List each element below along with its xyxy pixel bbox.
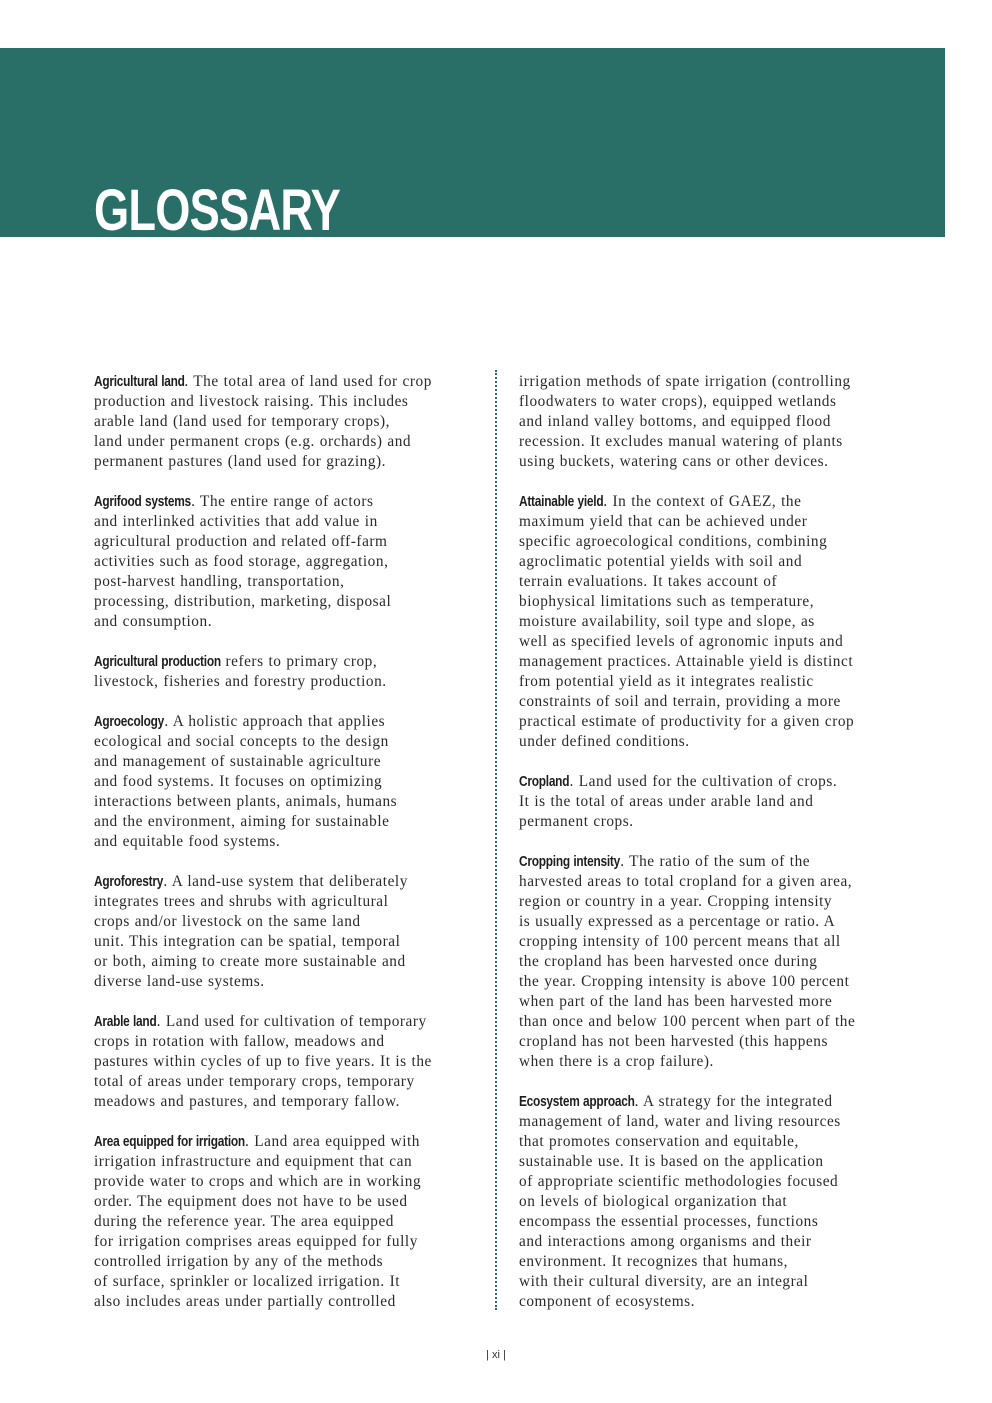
page-number: | xi | <box>486 1349 506 1361</box>
definition-text: . The ratio of the sum of the <box>620 853 811 870</box>
entry-line: and inland valley bottoms, and equipped flood <box>519 413 831 430</box>
entry-line <box>94 1012 474 1032</box>
entry-line: the year. Cropping intensity is above 100 percent <box>519 973 850 990</box>
entry-line: interactions between plants, animals, humans <box>94 793 398 810</box>
column-divider <box>495 370 497 1310</box>
entry-line: and management of sustainable agriculture <box>94 753 382 770</box>
entry-line: from potential yield as it integrates realistic <box>519 673 814 690</box>
entry-line: when part of the land has been harvested more <box>519 993 833 1010</box>
entry-line: specific agroecological conditions, combining <box>519 533 828 550</box>
definition-text: . In the context of GAEZ, the <box>603 493 802 510</box>
entry-line: or both, aiming to create more sustainable and <box>94 953 406 970</box>
glossary-term: Cropping intensity <box>519 854 621 870</box>
entry-line: It is the total of areas under arable land and <box>519 793 814 810</box>
entry-line: order. The equipment does not have to be used <box>94 1193 408 1210</box>
entry-line: when there is a crop failure). <box>519 1053 714 1070</box>
entry-line <box>519 772 899 792</box>
glossary-term: Area equipped for irrigation <box>94 1134 245 1150</box>
entry-line: livestock, fisheries and forestry production. <box>94 673 387 690</box>
entry-line: management of land, water and living resources <box>519 1113 841 1130</box>
entry-line: and food systems. It focuses on optimizing <box>94 773 383 790</box>
definition-text: . A strategy for the integrated <box>634 1093 833 1110</box>
entry-line <box>94 1132 474 1152</box>
entry-line: irrigation infrastructure and equipment that can <box>94 1153 413 1170</box>
entry-line: during the reference year. The area equipped <box>94 1213 394 1230</box>
glossary-term: Agrifood systems <box>94 494 191 510</box>
definition-text: . A land-use system that deliberately <box>163 873 408 890</box>
entry-line <box>94 712 474 732</box>
glossary-term: Cropland <box>519 774 570 790</box>
glossary-term: Agroforestry <box>94 874 164 890</box>
entry-line <box>94 872 474 892</box>
entry-line: cropland has not been harvested (this happens <box>519 1033 828 1050</box>
entry-line: permanent pastures (land used for grazing). <box>94 453 387 470</box>
definition-text: . A holistic approach that applies <box>164 713 386 730</box>
entry-line: recession. It excludes manual watering of plants <box>519 433 843 450</box>
entry-line: post-harvest handling, transportation, <box>94 573 345 590</box>
entry-line: crops and/or livestock on the same land <box>94 913 361 930</box>
entry-line <box>94 652 474 672</box>
glossary-entry <box>94 652 474 692</box>
entry-line <box>519 492 899 512</box>
entry-line: under defined conditions. <box>519 733 690 750</box>
entry-line: and equitable food systems. <box>94 833 281 850</box>
entry-line: ecological and social concepts to the design <box>94 733 389 750</box>
entry-line <box>519 1092 899 1112</box>
entry-line: irrigation methods of spate irrigation (controlling <box>519 373 851 390</box>
entry-line: total of areas under temporary crops, temporary <box>94 1073 415 1090</box>
entry-line: activities such as food storage, aggregation, <box>94 553 389 570</box>
entry-line: using buckets, watering cans or other devices. <box>519 453 829 470</box>
entry-line <box>519 852 899 872</box>
entry-line: diverse land-use systems. <box>94 973 265 990</box>
entry-line: and interlinked activities that add value in <box>94 513 378 530</box>
entry-line: with their cultural diversity, are an integral <box>519 1273 809 1290</box>
entry-line: and interactions among organisms and their <box>519 1233 812 1250</box>
definition-text: . Land used for cultivation of temporary <box>156 1013 427 1030</box>
entry-line: integrates trees and shrubs with agricultural <box>94 893 389 910</box>
entry-line: well as specified levels of agronomic inputs and <box>519 633 844 650</box>
definition-text: . Land used for the cultivation of crops. <box>569 773 838 790</box>
glossary-entry <box>519 492 899 752</box>
entry-line: harvested areas to total cropland for a given area, <box>519 873 853 890</box>
glossary-term: Ecosystem approach <box>519 1094 635 1110</box>
glossary-column-left <box>94 372 474 1332</box>
entry-line: land under permanent crops (e.g. orchards) and <box>94 433 412 450</box>
entry-line: maximum yield that can be achieved under <box>519 513 808 530</box>
entry-line: constraints of soil and terrain, providing a more <box>519 693 841 710</box>
entry-line: of surface, sprinkler or localized irrigation. It <box>94 1273 401 1290</box>
glossary-entry <box>94 1132 474 1312</box>
entry-line: environment. It recognizes that humans, <box>519 1253 788 1270</box>
entry-line: practical estimate of productivity for a given crop <box>519 713 855 730</box>
entry-line: cropping intensity of 100 percent means that all <box>519 933 841 950</box>
entry-line: and consumption. <box>94 613 213 630</box>
entry-line: controlled irrigation by any of the methods <box>94 1253 384 1270</box>
entry-line: arable land (land used for temporary crops), <box>94 413 391 430</box>
glossary-term: Agricultural land <box>94 374 185 390</box>
glossary-entry <box>94 1012 474 1112</box>
entry-line: of appropriate scientific methodologies focused <box>519 1173 839 1190</box>
glossary-entry <box>94 872 474 992</box>
entry-line: meadows and pastures, and temporary fallow. <box>94 1093 400 1110</box>
entry-line: terrain evaluations. It takes account of <box>519 573 778 590</box>
glossary-term: Agricultural production <box>94 654 221 670</box>
entry-line: the cropland has been harvested once during <box>519 953 818 970</box>
entry-line: production and livestock raising. This includes <box>94 393 409 410</box>
glossary-entry <box>94 372 474 472</box>
page-title: GLOSSARY <box>94 178 340 243</box>
entry-line: pastures within cycles of up to five years. It is the <box>94 1053 432 1070</box>
entry-line: agroclimatic potential yields with soil and <box>519 553 803 570</box>
entry-line: processing, distribution, marketing, disposal <box>94 593 392 610</box>
entry-line: that promotes conservation and equitable, <box>519 1133 799 1150</box>
entry-line: is usually expressed as a percentage or ratio. A <box>519 913 836 930</box>
entry-line <box>94 372 474 392</box>
definition-text: . The entire range of actors <box>191 493 374 510</box>
entry-line <box>94 492 474 512</box>
definition-text: . Land area equipped with <box>244 1133 420 1150</box>
glossary-entry <box>519 772 899 832</box>
glossary-term: Attainable yield <box>519 494 604 510</box>
entry-line: management practices. Attainable yield is distinct <box>519 653 854 670</box>
entry-line: agricultural production and related off-farm <box>94 533 388 550</box>
entry-line: for irrigation comprises areas equipped for fully <box>94 1233 418 1250</box>
glossary-entry <box>94 492 474 632</box>
definition-text: refers to primary crop, <box>220 653 378 670</box>
entry-line: floodwaters to water crops), equipped wetlands <box>519 393 837 410</box>
glossary-term: Agroecology <box>94 714 164 730</box>
entry-line: encompass the essential processes, functions <box>519 1213 819 1230</box>
glossary-entry <box>519 852 899 1072</box>
entry-line: permanent crops. <box>519 813 634 830</box>
entry-line: provide water to crops and which are in working <box>94 1173 422 1190</box>
entry-line: moisture availability, soil type and slope, as <box>519 613 815 630</box>
entry-line: than once and below 100 percent when part of the <box>519 1013 856 1030</box>
entry-line: crops in rotation with fallow, meadows and <box>94 1033 385 1050</box>
entry-line: on levels of biological organization that <box>519 1193 788 1210</box>
glossary-entry <box>94 712 474 852</box>
entry-line: and the environment, aiming for sustainable <box>94 813 390 830</box>
definition-text: . The total area of land used for crop <box>184 373 432 390</box>
entry-line: biophysical limitations such as temperature, <box>519 593 815 610</box>
glossary-term: Arable land <box>94 1014 157 1030</box>
entry-line: unit. This integration can be spatial, temporal <box>94 933 401 950</box>
glossary-column-right <box>519 372 899 1332</box>
glossary-entry <box>519 372 899 472</box>
glossary-entry <box>519 1092 899 1312</box>
entry-line: sustainable use. It is based on the application <box>519 1153 824 1170</box>
entry-line: also includes areas under partially controlled <box>94 1293 396 1310</box>
entry-line: region or country in a year. Cropping intensity <box>519 893 833 910</box>
entry-line: component of ecosystems. <box>519 1293 696 1310</box>
